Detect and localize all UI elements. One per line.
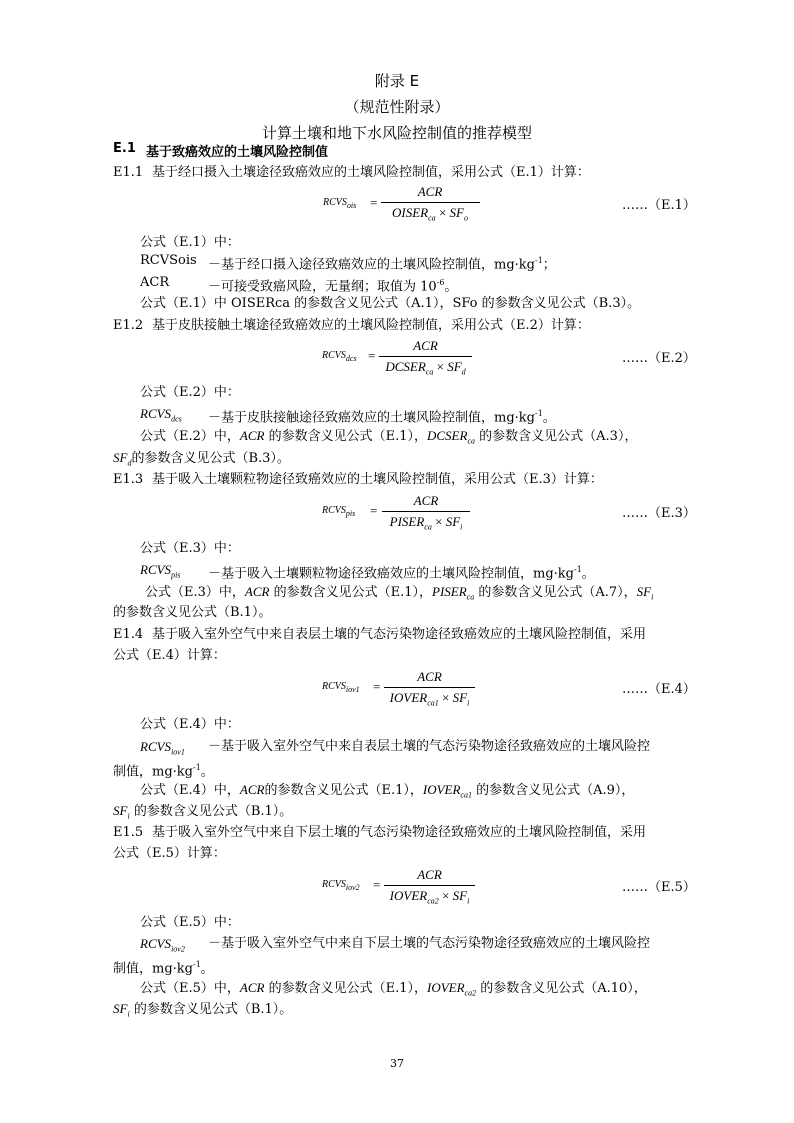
where-e2: 公式（E.2）中： [140, 385, 240, 400]
where-e1: 公式（E.1）中： [140, 235, 240, 250]
where-e3: 公式（E.3）中： [140, 541, 240, 556]
formula-e3-lhs: $RCVS_{pis}$ [322, 505, 356, 518]
equation-number-e4: ……（E.4） [622, 682, 696, 697]
clause-e14-number: E1.4 [113, 627, 144, 642]
clause-e12-number: E1.2 [113, 318, 144, 333]
formula-e1-fraction-bar [381, 202, 480, 203]
clause-e12-intro: 基于皮肤接触土壤途径致癌效应的土壤风险控制值，采用公式（E.2）计算： [152, 318, 590, 333]
clause-e13-intro: 基于吸入土壤颗粒物途径致癌效应的土壤风险控制值，采用公式（E.3）计算： [152, 472, 603, 487]
note-e5-line2: $SF_i$ 的参数含义见公式（B.1）。 [113, 1001, 293, 1019]
formula-e4-lhs: $RCVS_{iov1}$ [322, 681, 360, 694]
clause-e14-intro-line1: 基于吸入室外空气中来自表层土壤的气态污染物途径致癌效应的土壤风险控制值，采用 [152, 627, 647, 642]
clause-e13-number: E1.3 [113, 472, 144, 487]
note-e2-line2: $SF_d$的参数含义见公式（B.3）。 [113, 450, 290, 468]
equation-number-e3: ……（E.3） [622, 506, 696, 521]
def-e4-text-line2: 制值，$mg\cdot kg^{-1}$。 [113, 763, 214, 780]
formula-e2-fraction-bar [379, 356, 472, 357]
def-e1-symbol-acr: ACR [140, 275, 170, 290]
formula-e4-denominator: $IOVER_{ca1} \times SF_i$ [389, 690, 470, 708]
def-e4-text-line1: －基于吸入室外空气中来自表层土壤的气态污染物途径致癌效应的土壤风险控 [208, 739, 651, 754]
def-e3-text: －基于吸入土壤颗粒物途径致癌效应的土壤风险控制值，$mg\cdot kg^{-1}$。 [208, 565, 595, 582]
formula-e3-numerator: ACR [413, 493, 439, 508]
formula-e2-numerator: ACR [413, 338, 438, 353]
formula-e5-lhs: $RCVS_{iov2}$ [322, 879, 360, 892]
clause-e11-number: E1.1 [113, 165, 144, 180]
formula-e5-numerator: ACR [417, 867, 442, 882]
def-e1-text-acr: －可接受致癌风险，无量纲；取值为 $10^{-6}$。 [208, 278, 458, 295]
section-number: E.1 [113, 141, 136, 156]
formula-e4-numerator: ACR [417, 669, 442, 684]
formula-e1-denominator: $OISER_{ca} \times SF_o$ [392, 205, 468, 223]
formula-e2-equals: = [368, 348, 376, 363]
def-e3-symbol: $RCVS_{pis}$ [140, 562, 181, 580]
def-e2-text: －基于皮肤接触途径致癌效应的土壤风险控制值，$mg\cdot kg^{-1}$。 [208, 409, 556, 426]
page-number: 37 [390, 1057, 404, 1070]
formula-e4-equals: = [373, 679, 381, 694]
clause-e15-intro-line1: 基于吸入室外空气中来自下层土壤的气态污染物途径致癌效应的土壤风险控制值，采用 [152, 825, 647, 840]
equation-number-e5: ……（E.5） [622, 880, 696, 895]
note-e2-line1: 公式（E.2）中，ACR 的参数含义见公式（E.1），$DCSER_{ca}$ 的参数含义见公式（A.3）， [140, 428, 638, 446]
def-e5-text-line1: －基于吸入室外空气中来自下层土壤的气态污染物途径致癌效应的土壤风险控 [208, 936, 651, 951]
formula-e2-denominator: $DCSER_{ca} \times SF_d$ [385, 359, 466, 377]
formula-e5-denominator: $IOVER_{ca2} \times SF_i$ [389, 888, 470, 906]
where-e4: 公式（E.4）中： [140, 717, 240, 732]
clause-e15-number: E1.5 [113, 825, 144, 840]
appendix-type: （规范性附录） [344, 98, 450, 116]
def-e2-symbol: $RCVS_{dcs}$ [140, 406, 182, 424]
equation-number-e2: ……（E.2） [622, 351, 696, 366]
formula-e3-denominator: $PISER_{ca} \times SF_i$ [389, 514, 463, 532]
clause-e11-intro: 基于经口摄入土壤途径致癌效应的土壤风险控制值，采用公式（E.1）计算： [152, 165, 590, 180]
formula-e1-lhs: $RCVS_{ois}$ [323, 197, 357, 210]
def-e5-text-line2: 制值，$mg\cdot kg^{-1}$。 [113, 960, 214, 977]
note-e3-line1: 公式（E.3）中，ACR 的参数含义见公式（E.1），$PISER_{ca}$ 的参数含义见公式（A.7），$SF_i$ [145, 584, 654, 602]
note-e5-line1: 公式（E.5）中，ACR 的参数含义见公式（E.1），$IOVER_{ca2}$ 的参数含义见公式（A.10）， [140, 980, 647, 998]
page-title: 计算土壤和地下水风险控制值的推荐模型 [261, 124, 532, 142]
note-e4-line1: 公式（E.4）中，ACR的参数含义见公式（E.1），$IOVER_{ca1}$ 的参数含义见公式（A.9）， [140, 782, 635, 800]
equation-number-e1: ……（E.1） [622, 198, 696, 213]
formula-e5-equals: = [373, 877, 381, 892]
formula-e3-fraction-bar [382, 511, 470, 512]
def-e4-symbol: $RCVS_{iov1}$ [140, 739, 185, 757]
formula-e1-numerator: ACR [417, 184, 443, 199]
note-e1: 公式（E.1）中 OISERca 的参数含义见公式（A.1），SFo 的参数含义见公式（B.3）。 [140, 296, 641, 311]
appendix-label: 附录 E [374, 72, 420, 90]
clause-e15-intro-line2: 公式（E.5）计算： [113, 846, 226, 861]
def-e1-symbol-rcvsois: RCVSois [140, 253, 197, 268]
formula-e5-fraction-bar [384, 885, 475, 886]
note-e3-line2: 的参数含义见公式（B.1）。 [113, 605, 272, 620]
formula-e4-fraction-bar [384, 687, 475, 688]
where-e5: 公式（E.5）中： [140, 915, 240, 930]
formula-e3-equals: = [370, 503, 378, 518]
formula-e1-equals: = [370, 195, 378, 210]
note-e4-line2: $SF_i$ 的参数含义见公式（B.1）。 [113, 803, 293, 821]
formula-e2-lhs: $RCVS_{dcs}$ [322, 350, 357, 363]
clause-e14-intro-line2: 公式（E.4）计算： [113, 648, 226, 663]
section-title: 基于致癌效应的土壤风险控制值 [146, 145, 329, 160]
def-e1-text-rcvsois: －基于经口摄入途径致癌效应的土壤风险控制值，$mg\cdot kg^{-1}$； [208, 256, 556, 273]
def-e5-symbol: $RCVS_{iov2}$ [140, 936, 185, 954]
